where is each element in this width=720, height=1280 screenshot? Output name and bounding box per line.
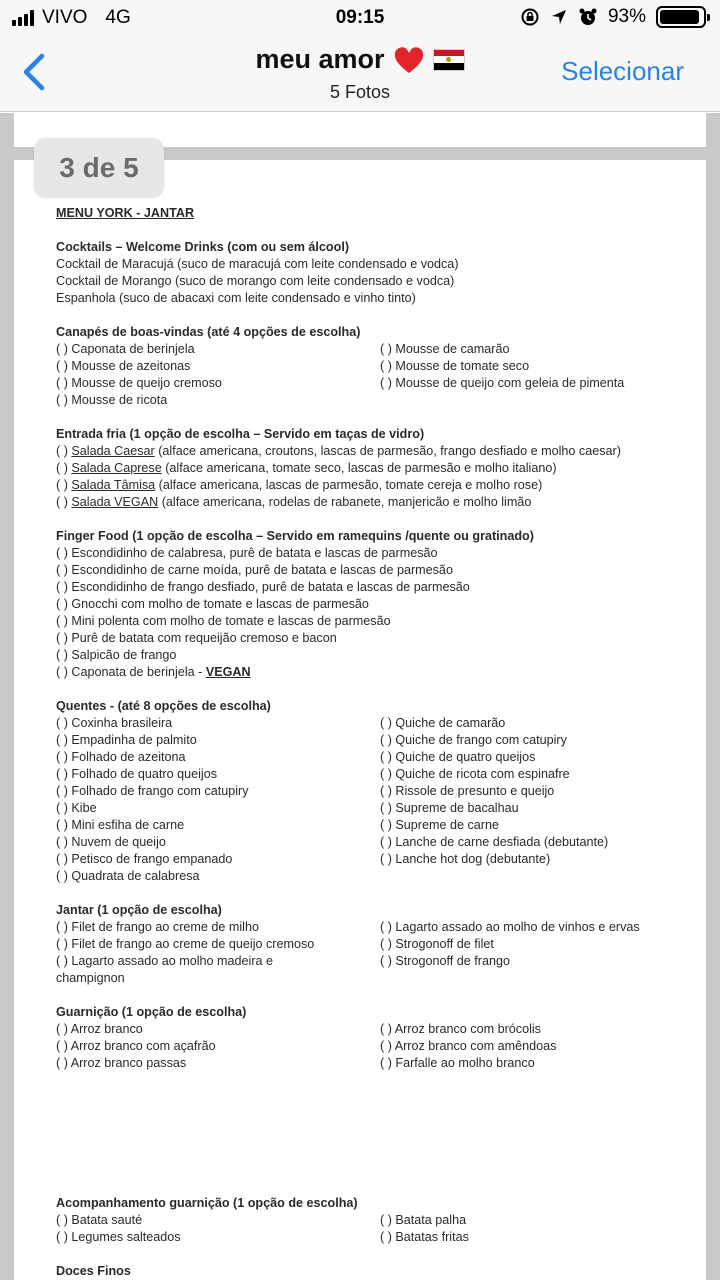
list-item: ( ) Batatas fritas: [380, 1230, 469, 1244]
list-item: ( ) Lanche de carne desfiada (debutante): [380, 835, 609, 849]
finger-food-section: [56, 528, 696, 681]
battery-icon: [656, 6, 706, 28]
nav-bar: [0, 36, 720, 112]
photo-viewer[interactable]: [0, 113, 720, 1280]
list-item: ( ) Filet de frango ao creme de milho: [56, 920, 259, 934]
section-heading: Guarnição (1 opção de escolha): [56, 1005, 247, 1019]
list-item: ( ) Empadinha de palmito: [56, 733, 197, 747]
section-heading: Entrada fria (1 opção de escolha – Servido em taças de vidro): [56, 427, 425, 441]
list-item: ( ) Rissole de presunto e queijo: [380, 784, 555, 798]
list-item: ( ) Strogonoff de filet: [380, 937, 494, 951]
list-item: ( ) Kibe: [56, 801, 97, 815]
list-item: ( ) Mousse de camarão: [380, 342, 510, 356]
list-item: ( ) Mini esfiha de carne: [56, 818, 185, 832]
document-page-next: [14, 1153, 706, 1280]
section-heading: Cocktails – Welcome Drinks (com ou sem álcool): [56, 240, 350, 254]
list-item: [380, 970, 696, 987]
album-title-text: meu amor: [255, 44, 385, 74]
list-item: ( ) Mousse de ricota: [56, 393, 168, 407]
section-heading: Quentes - (até 8 opções de escolha): [56, 699, 271, 713]
list-item: ( ) Arroz branco passas: [56, 1056, 187, 1070]
list-item: ( ) Nuvem de queijo: [56, 835, 166, 849]
canapes-section: [56, 324, 696, 409]
list-item: ( ) Mousse de queijo com geleia de pimenta: [380, 376, 625, 390]
list-item: champignon: [56, 971, 125, 985]
list-item: ( ) Legumes salteados: [56, 1230, 181, 1244]
list-item: ( ) Salpicão de frango: [56, 648, 177, 662]
document-page: [14, 160, 706, 1185]
status-right: [520, 6, 706, 28]
list-item: ( ) Arroz branco com brócolis: [380, 1022, 541, 1036]
list-item: ( ) Quiche de quatro queijos: [380, 750, 536, 764]
section-heading: Finger Food (1 opção de escolha – Servido em ramequins /quente ou gratinado): [56, 529, 534, 543]
menu-document: [56, 205, 696, 1089]
list-item: ( ) Salada Tâmisa (alface americana, lascas de parmesão, tomate cereja e molho rose): [56, 478, 543, 492]
page-counter: 3 de 5: [34, 138, 164, 198]
section-heading: Doces Finos: [56, 1264, 131, 1278]
list-item: ( ) Filet de frango ao creme de queijo cremoso: [56, 937, 315, 951]
list-item: ( ) Mini polenta com molho de tomate e lascas de parmesão: [56, 614, 391, 628]
list-item: [380, 868, 696, 885]
egypt-flag-icon: [433, 49, 465, 71]
list-item: ( ) Escondidinho de frango desfiado, purê de batata e lascas de parmesão: [56, 580, 470, 594]
list-item: [380, 392, 696, 409]
list-item: ( ) Lagarto assado ao molho de vinhos e ervas: [380, 920, 640, 934]
list-item: ( ) Escondidinho de carne moída, purê de batata e lascas de parmesão: [56, 563, 453, 577]
list-item: ( ) Caponata de berinjela - VEGAN: [56, 665, 251, 679]
list-item: ( ) Coxinha brasileira: [56, 716, 173, 730]
status-time: 09:15: [335, 7, 385, 28]
list-item: ( ) Folhado de quatro queijos: [56, 767, 218, 781]
list-item: ( ) Mousse de tomate seco: [380, 359, 530, 373]
list-item: ( ) Escondidinho de calabresa, purê de batata e lascas de parmesão: [56, 546, 438, 560]
cocktails-section: [56, 239, 696, 307]
list-item: ( ) Arroz branco: [56, 1022, 143, 1036]
acompanhamento-section: [56, 1195, 696, 1246]
alarm-icon: [578, 7, 598, 27]
list-item: ( ) Mousse de azeitonas: [56, 359, 191, 373]
network-label: 4G: [105, 7, 131, 28]
list-item: Espanhola (suco de abacaxi com leite condensado e vinho tinto): [56, 291, 416, 305]
list-item: ( ) Supreme de carne: [380, 818, 499, 832]
list-item: ( ) Salada Caesar (alface americana, croutons, lascas de parmesão, frango desfiado e molho caesar): [56, 444, 621, 458]
list-item: ( ) Quiche de ricota com espinafre: [380, 767, 570, 781]
list-item: ( ) Salada VEGAN (alface americana, rodelas de rabanete, manjericão e molho limão: [56, 495, 532, 509]
section-heading: Canapés de boas-vindas (até 4 opções de escolha): [56, 325, 361, 339]
list-item: ( ) Folhado de azeitona: [56, 750, 186, 764]
guarnicao-section: [56, 1004, 696, 1072]
list-item: ( ) Supreme de bacalhau: [380, 801, 519, 815]
list-item: ( ) Salada Caprese (alface americana, tomate seco, lascas de parmesão e molho italiano): [56, 461, 557, 475]
location-icon: [550, 8, 568, 26]
section-heading: Acompanhamento guarnição (1 opção de escolha): [56, 1196, 358, 1210]
entrada-section: [56, 426, 696, 511]
heart-icon: [393, 45, 425, 75]
list-item: ( ) Quiche de frango com catupiry: [380, 733, 567, 747]
list-item: ( ) Gnocchi com molho de tomate e lascas de parmesão: [56, 597, 369, 611]
list-item: ( ) Arroz branco com amêndoas: [380, 1039, 557, 1053]
carrier-label: VIVO: [42, 7, 88, 28]
menu-title: MENU YORK - JANTAR: [56, 206, 195, 220]
list-item: ( ) Quadrata de calabresa: [56, 869, 200, 883]
list-item: ( ) Batata palha: [380, 1213, 467, 1227]
list-item: ( ) Batata sauté: [56, 1213, 143, 1227]
list-item: ( ) Farfalle ao molho branco: [380, 1056, 535, 1070]
select-button[interactable]: Selecionar: [561, 56, 684, 86]
quentes-section: [56, 698, 696, 885]
list-item: ( ) Quiche de camarão: [380, 716, 506, 730]
section-heading: Jantar (1 opção de escolha): [56, 903, 222, 917]
status-bar: [0, 0, 720, 36]
list-item: ( ) Arroz branco com açafrão: [56, 1039, 216, 1053]
list-item: ( ) Purê de batata com requeijão cremoso e bacon: [56, 631, 337, 645]
list-item: Cocktail de Maracujá (suco de maracujá com leite condensado e vodca): [56, 257, 459, 271]
list-item: Cocktail de Morango (suco de morango com leite condensado e vodca): [56, 274, 455, 288]
list-item: ( ) Petisco de frango empanado: [56, 852, 233, 866]
rotation-lock-icon: [520, 7, 540, 27]
battery-percent: 93%: [607, 6, 646, 27]
jantar-section: [56, 902, 696, 987]
list-item: ( ) Lanche hot dog (debutante): [380, 852, 551, 866]
list-item: ( ) Folhado de frango com catupiry: [56, 784, 249, 798]
menu-document-continued: [56, 1195, 696, 1280]
list-item: ( ) Strogonoff de frango: [380, 954, 510, 968]
list-item: ( ) Mousse de queijo cremoso: [56, 376, 222, 390]
list-item: ( ) Lagarto assado ao molho madeira e: [56, 954, 274, 968]
photo-count: 5 Fotos: [329, 82, 391, 102]
list-item: ( ) Caponata de berinjela: [56, 342, 195, 356]
